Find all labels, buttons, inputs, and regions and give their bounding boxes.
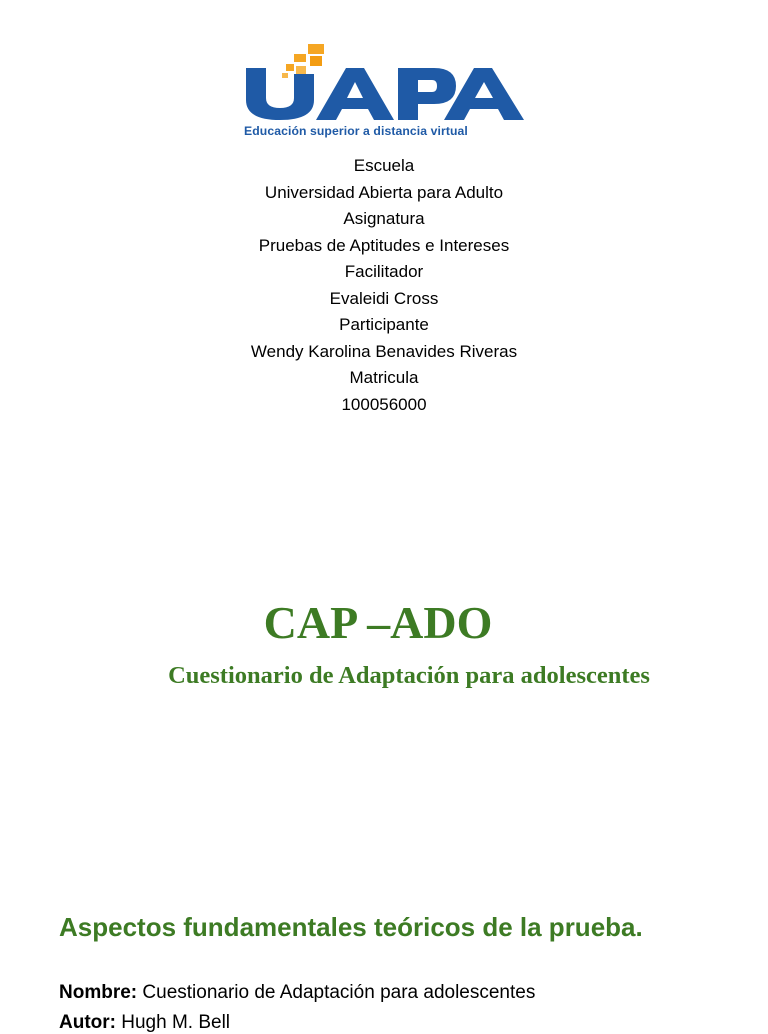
cover-info-block [0,153,768,418]
field-nombre-label: Nombre: [59,982,138,1003]
field-nombre-value: Cuestionario de Adaptación para adolescentes [137,982,536,1003]
subject-name: Pruebas de Aptitudes e Intereses [258,235,510,255]
logo-tagline: Educación superior a distancia virtual [244,124,468,138]
label-participante: Participante [339,315,429,334]
matricula-number: 100056000 [341,394,427,414]
uapa-logo [244,42,528,142]
participant-name: Wendy Karolina Benavides Riveras [250,341,518,361]
field-autor-label: Autor: [59,1012,116,1033]
logo-squares [282,44,324,78]
uapa-logo-mark [244,42,528,122]
label-matricula: Matricula [349,368,419,387]
field-autor-value: Hugh M. Bell [115,1012,231,1033]
field-autor [59,1012,230,1034]
school-name: Universidad Abierta para Adulto [264,182,504,202]
document-subtitle: Cuestionario de Adaptación para adolescentes [168,662,650,689]
field-nombre [59,982,535,1004]
label-escuela: Escuela [353,156,415,175]
document-title: CAP –ADO [263,597,493,648]
section-heading: Aspectos fundamentales teóricos de la prueba. [59,912,643,942]
label-facilitador: Facilitador [344,262,424,281]
label-asignatura: Asignatura [343,209,425,228]
facilitator-name: Evaleidi Cross [329,288,439,308]
